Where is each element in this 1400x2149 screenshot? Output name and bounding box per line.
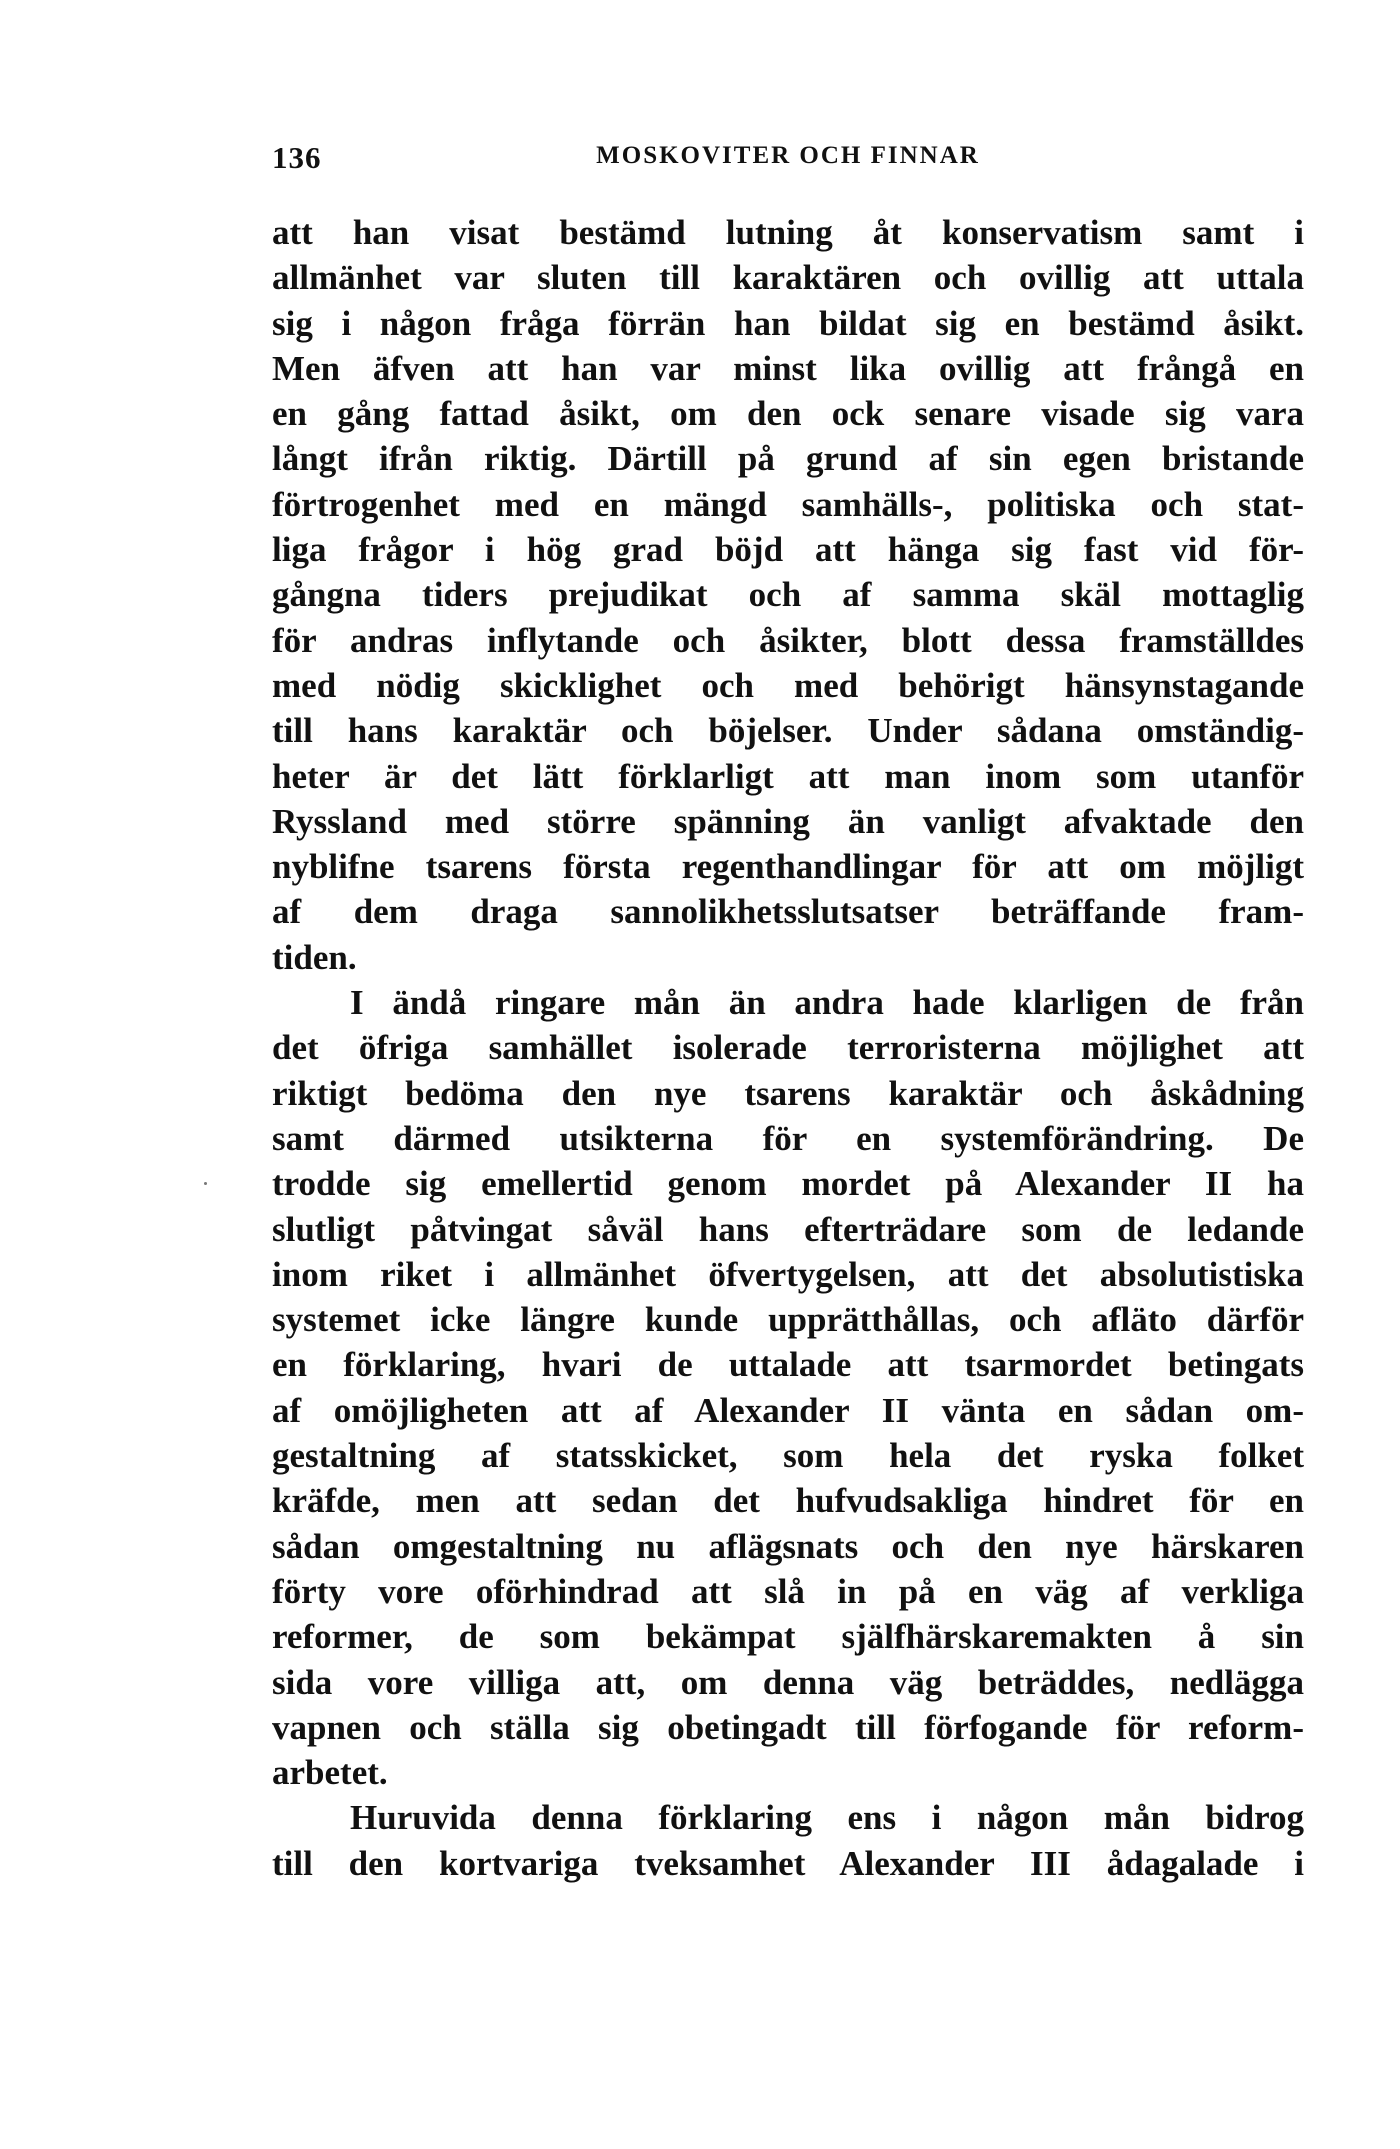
text-line: en gång fattad åsikt, om den ock senare visade sig vara [272, 394, 1304, 434]
text-line: en förklaring, hvari de uttalade att tsarmordet betingats [272, 1345, 1304, 1385]
page-header [272, 140, 1304, 180]
text-line: Men äfven att han var minst lika ovillig att frångå en [272, 348, 1304, 388]
text-line: heter är det lätt förklarligt att man inom som utanför [272, 756, 1304, 796]
text-line: gestaltning af statsskicket, som hela det ryska folket [272, 1436, 1304, 1476]
text-line: systemet icke längre kunde upprätthållas, och afläto därför [272, 1300, 1304, 1340]
ink-speck [204, 1182, 207, 1185]
text-line: sida vore villiga att, om denna väg beträddes, nedlägga [272, 1662, 1304, 1702]
text-line: Ryssland med större spänning än vanligt afvaktade den [272, 801, 1304, 841]
text-line: långt ifrån riktig. Därtill på grund af sin egen bristande [272, 439, 1304, 479]
paragraph-start-line: I ändå ringare mån än andra hade klarligen de från [350, 983, 1304, 1023]
text-line: nyblifne tsarens första regenthandlingar för att om möjligt [272, 847, 1304, 887]
text-line: det öfriga samhället isolerade terroristerna möjlighet att [272, 1028, 1304, 1068]
text-line: slutligt påtvingat såväl hans efterträdare som de ledande [272, 1209, 1304, 1249]
text-line: trodde sig emellertid genom mordet på Alexander II ha [272, 1164, 1304, 1204]
paragraph-end-line: tiden. [272, 937, 357, 977]
text-line: reformer, de som bekämpat själfhärskaremakten å sin [272, 1617, 1304, 1657]
paragraph-start-line: Huruvida denna förklaring ens i någon mån bidrog [350, 1798, 1304, 1838]
paragraph-end-line: arbetet. [272, 1753, 388, 1793]
text-line: sådan omgestaltning nu aflägsnats och den nye härskaren [272, 1526, 1304, 1566]
text-line: af omöjligheten att af Alexander II vänta en sådan om- [272, 1390, 1304, 1430]
text-line: med nödig skicklighet och med behörigt hänsynstagande [272, 665, 1304, 705]
text-line: förtrogenhet med en mängd samhälls-, politiska och stat- [272, 484, 1304, 524]
text-line: kräfde, men att sedan det hufvudsakliga hindret för en [272, 1481, 1304, 1521]
text-line: att han visat bestämd lutning åt konservatism samt i [272, 213, 1304, 252]
text-line: liga frågor i hög grad böjd att hänga sig fast vid för- [272, 530, 1304, 570]
running-title: MOSKOVITER OCH FINNAR [596, 142, 980, 169]
text-line: af dem draga sannolikhetsslutsatser beträffande fram- [272, 892, 1304, 932]
page-number: 136 [272, 140, 322, 175]
text-line: för andras inflytande och åsikter, blott dessa framställdes [272, 620, 1304, 660]
text-line: inom riket i allmänhet öfvertygelsen, att det absolutistiska [272, 1254, 1304, 1294]
body-text [272, 210, 1304, 1886]
text-line: gångna tiders prejudikat och af samma skäl mottaglig [272, 575, 1304, 615]
text-line: sig i någon fråga förrän han bildat sig en bestämd åsikt. [272, 303, 1304, 343]
text-line: allmänhet var sluten till karaktären och ovillig att uttala [272, 258, 1304, 298]
text-line: till den kortvariga tveksamhet Alexander III ådagalade i [272, 1843, 1304, 1883]
text-line: riktigt bedöma den nye tsarens karaktär och åskådning [272, 1073, 1304, 1113]
text-line: förty vore oförhindrad att slå in på en väg af verkliga [272, 1571, 1304, 1611]
text-line: samt därmed utsikterna för en systemförändring. De [272, 1118, 1304, 1158]
text-line: till hans karaktär och böjelser. Under sådana omständig- [272, 711, 1304, 751]
text-line: vapnen och ställa sig obetingadt till förfogande för reform- [272, 1707, 1304, 1747]
